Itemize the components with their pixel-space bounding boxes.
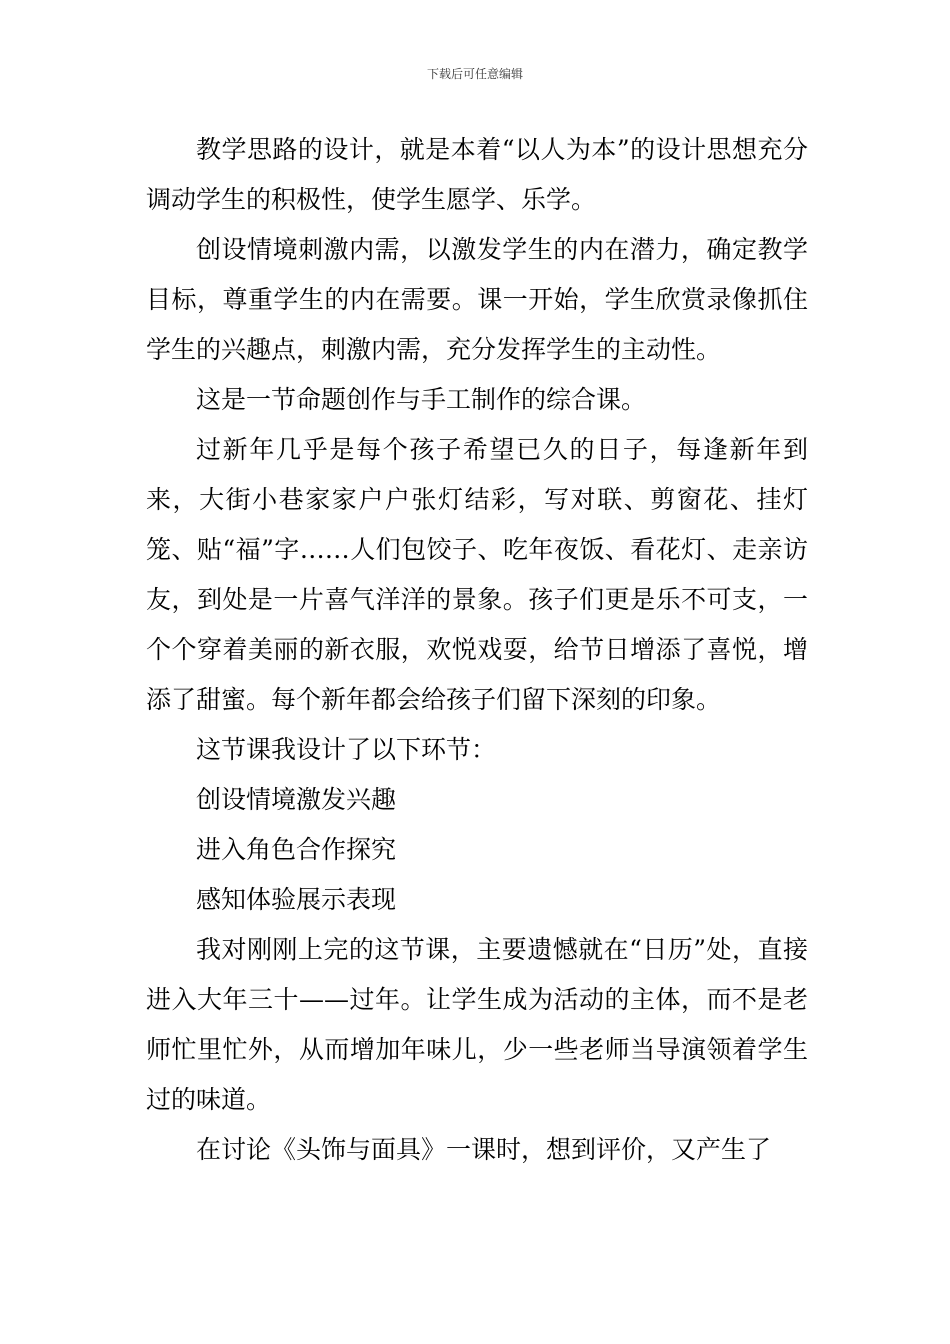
paragraph-situation: 创设情境刺激内需，以激发学生的内在潜力，确定教学目标，尊重学生的内在需要。课一开始，学生欣赏录像抓住学生的兴趣点，刺激内需，充分发挥学生的主动性。 (146, 235, 808, 364)
paragraph-reflection: 我对刚刚上完的这节课，主要遗憾就在“日历”处，直接进入大年三十——过年。让学生成为活动的主体，而不是老师忙里忙外，从而增加年味儿，少一些老师当导演领着学生过的味道。 (146, 935, 808, 1114)
document-body (146, 125, 808, 1175)
paragraph-steps-intro: 这节课我设计了以下环节： (196, 735, 497, 764)
paragraph-step-3: 感知体验展示表现 (196, 885, 397, 914)
paragraph-new-year: 过新年几乎是每个孩子希望已久的日子，每逢新年到来，大街小巷家家户户张灯结彩，写对联、剪窗花、挂灯笼、贴“福”字……人们包饺子、吃年夜饭、看花灯、走亲访友，到处是一片喜气洋洋的景象。孩子们更是乐不可支，一个个穿着美丽的新衣服，欢悦戏耍，给节日增添了喜悦，增添了甜蜜。每个新年都会给孩子们留下深刻的印象。 (146, 435, 808, 714)
paragraph-design-idea: 教学思路的设计，就是本着“以人为本”的设计思想充分调动学生的积极性，使学生愿学、乐学。 (146, 135, 808, 214)
paragraph-evaluation: 在讨论《头饰与面具》一课时，想到评价，又产生了 (196, 1135, 772, 1164)
paragraph-course-type: 这是一节命题创作与手工制作的综合课。 (196, 385, 647, 414)
page-header: 下载后可任意编辑 (426, 67, 523, 81)
paragraph-step-1: 创设情境激发兴趣 (196, 785, 397, 814)
paragraph-step-2: 进入角色合作探究 (196, 835, 397, 864)
